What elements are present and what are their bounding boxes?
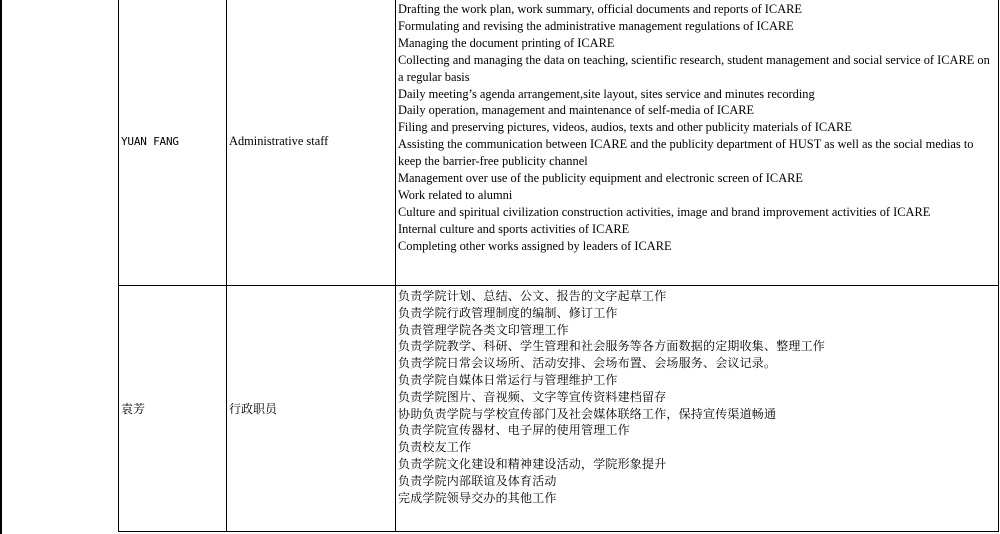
name-cell: [119, 0, 227, 286]
duty-item: 协助负责学院与学校宣传部门及社会媒体联络工作，保持宣传渠道畅通: [398, 406, 777, 421]
page-left-border: [0, 0, 2, 534]
duty-item: 负责学院文化建设和精神建设活动，学院形象提升: [398, 456, 667, 471]
duty-item: 负责学院行政管理制度的编制、修订工作: [398, 305, 618, 320]
duty-item: Daily operation, management and maintenance of self-media of ICARE: [398, 103, 755, 118]
duty-item: Managing the document printing of ICARE: [398, 35, 615, 50]
duties-cell: [396, 0, 999, 286]
staff-duty-table: [118, 0, 999, 532]
duty-item: 负责学院日常会议场所、活动安排、会场布置、会场服务、会议记录。: [398, 356, 777, 371]
duty-item: 负责学院宣传器材、电子屏的使用管理工作: [398, 423, 630, 438]
duty-item: Management over use of the publicity equipment and electronic screen of ICARE: [398, 171, 803, 186]
duty-item: Culture and spiritual civilization construction activities, image and brand improvement activities of ICARE: [398, 204, 931, 219]
duty-list: [398, 286, 998, 506]
duty-item: 完成学院领导交办的其他工作: [398, 490, 557, 505]
duty-item: Internal culture and sports activities of ICARE: [398, 221, 630, 236]
duty-list: [398, 0, 998, 255]
duty-item: 负责学院内部联谊及体育活动: [398, 473, 557, 488]
duty-item: 负责学院自媒体日常运行与管理维护工作: [398, 372, 618, 387]
name-cell: [119, 286, 227, 532]
duty-item: 负责学院计划、总结、公文、报告的文字起草工作: [398, 289, 667, 303]
duty-item: 负责管理学院各类文印管理工作: [398, 322, 569, 337]
staff-role: Administrative staff: [229, 134, 329, 148]
role-cell: [227, 0, 396, 286]
duty-item: Formulating and revising the administrative management regulations of ICARE: [398, 18, 794, 33]
table-row-english: [119, 0, 999, 286]
duty-item: Daily meeting’s agenda arrangement,site layout, sites service and minutes recording: [398, 86, 815, 101]
duty-item: Drafting the work plan, work summary, official documents and reports of ICARE: [398, 2, 802, 16]
duties-cell: [396, 286, 999, 532]
staff-name: YUAN FANG: [121, 135, 179, 148]
duty-item: 负责校友工作: [398, 440, 472, 455]
duty-item: Assisting the communication between ICARE and the publicity department of HUST as well as the social medias to keep the barrier-free publicity channel: [398, 137, 974, 169]
duty-item: Work related to alumni: [398, 187, 513, 202]
staff-role: 行政职员: [229, 401, 278, 416]
duty-item: 负责学院图片、音视频、文字等宣传资料建档留存: [398, 389, 667, 404]
table-row-chinese: [119, 286, 999, 532]
role-cell: [227, 286, 396, 532]
duty-item: Filing and preserving pictures, videos, audios, texts and other publicity materials of ICARE: [398, 120, 852, 135]
staff-name: 袁芳: [121, 401, 146, 416]
duty-item: Completing other works assigned by leaders of ICARE: [398, 238, 672, 253]
duty-item: 负责学院教学、科研、学生管理和社会服务等各方面数据的定期收集、整理工作: [398, 339, 826, 354]
duty-item: Collecting and managing the data on teaching, scientific research, student management and social service of ICARE on a regular basis: [398, 52, 990, 84]
